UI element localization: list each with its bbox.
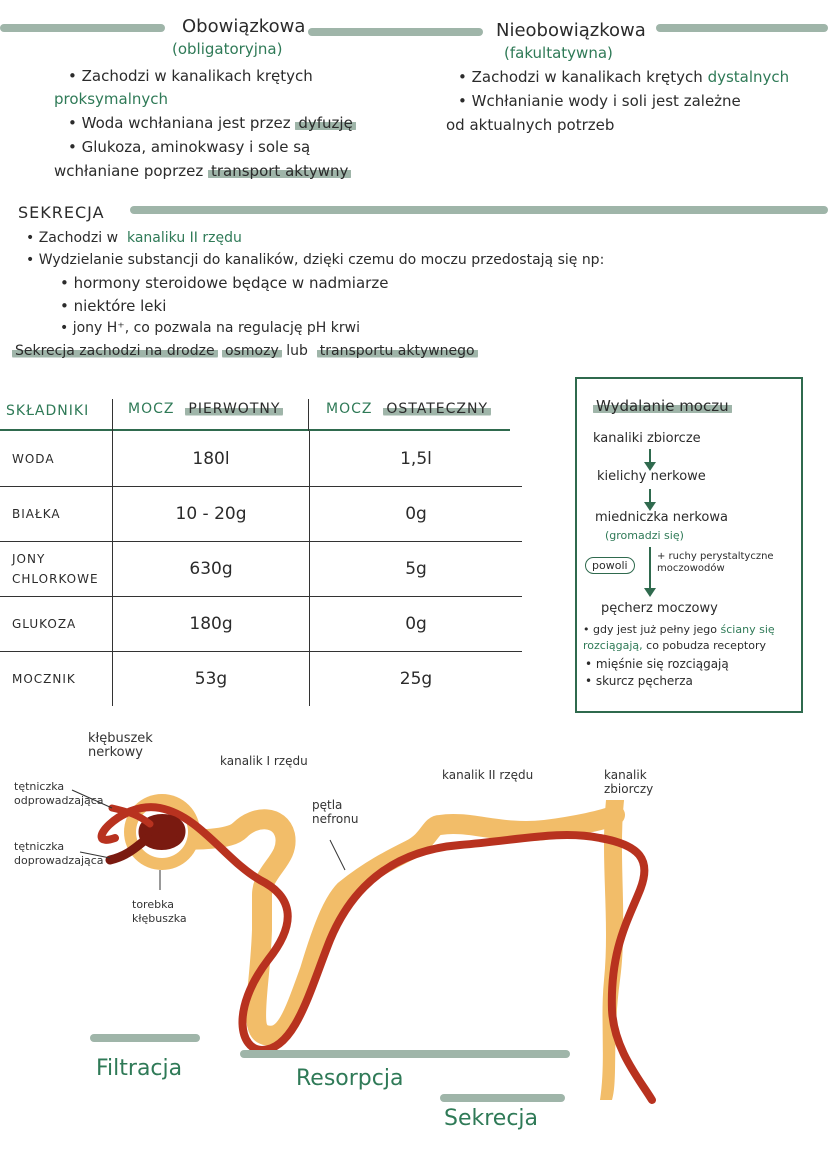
divider-bar	[308, 28, 483, 36]
box-step4: pęcherz moczowy	[601, 601, 718, 616]
optional-line2: • Wchłanianie wody i soli jest zależne	[458, 92, 741, 110]
header-divider-right	[308, 399, 309, 431]
cell-component: WODA	[12, 451, 55, 466]
box-side-note-1: + ruchy perystaltyczne	[657, 551, 774, 562]
optional-line1-text: Zachodzi w kanalikach krętych	[471, 68, 703, 86]
filtration-bar	[90, 1034, 200, 1042]
box-bullet1: • gdy jest już pełny jego ściany się rozciągają, co pobudza receptory	[583, 623, 775, 652]
box-step1: kanaliki zbiorcze	[593, 431, 701, 446]
cell-primary: 180l	[112, 431, 310, 486]
obligatory-line2: • Woda wchłaniana jest przez dyfuzję	[68, 114, 356, 132]
table-row	[0, 596, 522, 652]
box-title-text: Wydalanie moczu	[593, 397, 732, 415]
resorption-bar	[240, 1050, 570, 1058]
cell-primary: 180g	[112, 596, 310, 651]
obligatory-line3-text: Glukoza, aminokwasy i sole są	[81, 138, 311, 156]
box-title	[593, 397, 732, 415]
box-bubble: powoli	[585, 557, 635, 574]
label-capsule: torebka kłębuszka	[132, 898, 187, 925]
tubule	[160, 815, 615, 1036]
header-components: SKŁADNIKI	[6, 403, 90, 419]
box-side-note-2: moczowodów	[657, 563, 725, 574]
leader-line	[330, 840, 345, 870]
box-step3-note: (gromadzi się)	[605, 529, 684, 542]
cell-final: 5g	[405, 558, 427, 579]
cell-primary: 10 - 20g	[112, 486, 310, 541]
secretion-sub3-text: jony H⁺, co pozwala na regulację pH krwi	[72, 320, 360, 336]
label-loop: pętla nefronu	[312, 798, 359, 826]
label-afferent: tętniczka doprowadzająca	[14, 840, 104, 867]
label-secretion: Sekrecja	[444, 1106, 539, 1131]
secretion-sub1: • hormony steroidowe będące w nadmiarze	[60, 274, 389, 292]
cell-primary: 53g	[112, 651, 310, 706]
secretion-bullet1-text: Zachodzi w	[38, 230, 119, 246]
arrow-down-icon	[649, 547, 651, 595]
highlight-diffusion: dyfuzję	[295, 114, 355, 132]
label-efferent: tętniczka odprowadzająca	[14, 780, 104, 807]
header-primary-a: MOCZ	[128, 401, 175, 417]
highlight-osmosis: osmozy	[222, 343, 282, 359]
obligatory-title: Obowiązkowa	[182, 16, 306, 37]
cell-component: GLUKOZA	[12, 616, 77, 631]
highlight-active-transport-2: transportu aktywnego	[317, 343, 478, 359]
table-row	[0, 486, 522, 542]
table-row	[0, 541, 522, 597]
optional-line1: • Zachodzi w kanalikach krętych dystalnych	[458, 68, 790, 86]
box-bullet1-rest: co pobudza receptory	[646, 639, 767, 652]
label-collecting: kanalik zbiorczy	[604, 768, 654, 796]
header-divider-left	[112, 399, 113, 431]
optional-line2-text: Wchłanianie wody i soli jest zależne	[471, 92, 741, 110]
secretion-bar	[440, 1094, 565, 1102]
cell-component: BIAŁKA	[12, 506, 61, 521]
secretion-summary-mid: lub	[286, 343, 308, 359]
box-bullet3-text: skurcz pęcherza	[595, 674, 693, 688]
optional-line1-green: dystalnych	[707, 68, 790, 86]
secretion-sub3: • jony H⁺, co pozwala na regulację pH krwi	[60, 320, 360, 336]
divider-bar	[0, 24, 165, 32]
box-bullet2-text: mięśnie się rozciągają	[595, 657, 729, 671]
label-tubule2: kanalik II rzędu	[442, 768, 534, 782]
cell-final: 0g	[405, 503, 427, 524]
secretion-bullet1-green: kanaliku II rzędu	[126, 230, 242, 246]
secretion-sub2-text: niektóre leki	[73, 297, 167, 315]
obligatory-line1-green: proksymalnych	[54, 90, 169, 108]
label-tubule1: kanalik I rzędu	[220, 754, 308, 768]
cell-final: 1,5l	[400, 448, 432, 469]
excretion-box	[575, 377, 803, 713]
divider-bar	[656, 24, 828, 32]
secretion-title: SEKRECJA	[18, 203, 105, 222]
secretion-bullet1: • Zachodzi w kanaliku II rzędu	[26, 230, 242, 246]
secretion-sub2: • niektóre leki	[60, 297, 167, 315]
cell-final: 25g	[399, 668, 433, 689]
box-bullet1-text: gdy jest już pełny jego	[593, 623, 718, 636]
header-final-a: MOCZ	[326, 401, 373, 417]
box-step2: kielichy nerkowe	[597, 469, 706, 484]
cell-primary: 630g	[112, 541, 310, 596]
arrow-down-icon	[649, 489, 651, 509]
cell-component: MOCZNIK	[12, 671, 76, 686]
box-bullet1-green: ściany się rozciągają,	[583, 623, 775, 652]
table-row	[0, 431, 522, 487]
secretion-summary	[12, 343, 478, 359]
obligatory-line4-text: wchłaniane poprzez	[54, 162, 204, 180]
secretion-bullet2-text: Wydzielanie substancji do kanalików, dzięki czemu do moczu przedostają się np:	[38, 252, 605, 268]
arrow-down-icon	[649, 449, 651, 469]
obligatory-line3: • Glukoza, aminokwasy i sole są	[68, 138, 311, 156]
label-filtration: Filtracja	[96, 1056, 183, 1081]
obligatory-line1: • Zachodzi w kanalikach krętych	[68, 67, 313, 85]
cell-component: JONY CHLORKOWE	[12, 551, 99, 586]
table-row	[0, 651, 522, 706]
highlight-active-transport: transport aktywny	[208, 162, 351, 180]
nephron-diagram	[0, 720, 828, 1169]
divider-bar	[130, 206, 828, 214]
label-resorption: Resorpcja	[296, 1066, 404, 1091]
header-primary-b: PIERWOTNY	[185, 401, 283, 417]
secretion-sub1-text: hormony steroidowe będące w nadmiarze	[73, 274, 389, 292]
box-bullet2: • mięśnie się rozciągają	[585, 657, 729, 671]
secretion-summary-text: Sekrecja zachodzi na drodze	[12, 343, 218, 359]
header-final-b: OSTATECZNY	[383, 401, 491, 417]
optional-title: Nieobowiązkowa	[496, 20, 646, 41]
obligatory-line2-text: Woda wchłaniana jest przez	[81, 114, 291, 132]
obligatory-subtitle: (obligatoryjna)	[172, 40, 283, 58]
optional-line3: od aktualnych potrzeb	[446, 116, 615, 134]
optional-subtitle: (fakultatywna)	[504, 44, 613, 62]
secretion-bullet2: • Wydzielanie substancji do kanalików, dzięki czemu do moczu przedostają się np:	[26, 252, 605, 268]
obligatory-line4	[54, 162, 351, 180]
obligatory-line1-text: Zachodzi w kanalikach krętych	[81, 67, 313, 85]
cell-final: 0g	[405, 613, 427, 634]
box-bullet3: • skurcz pęcherza	[585, 674, 693, 688]
label-glomerulus: kłębuszek nerkowy	[88, 731, 153, 760]
box-step3: miedniczka nerkowa	[595, 510, 728, 525]
